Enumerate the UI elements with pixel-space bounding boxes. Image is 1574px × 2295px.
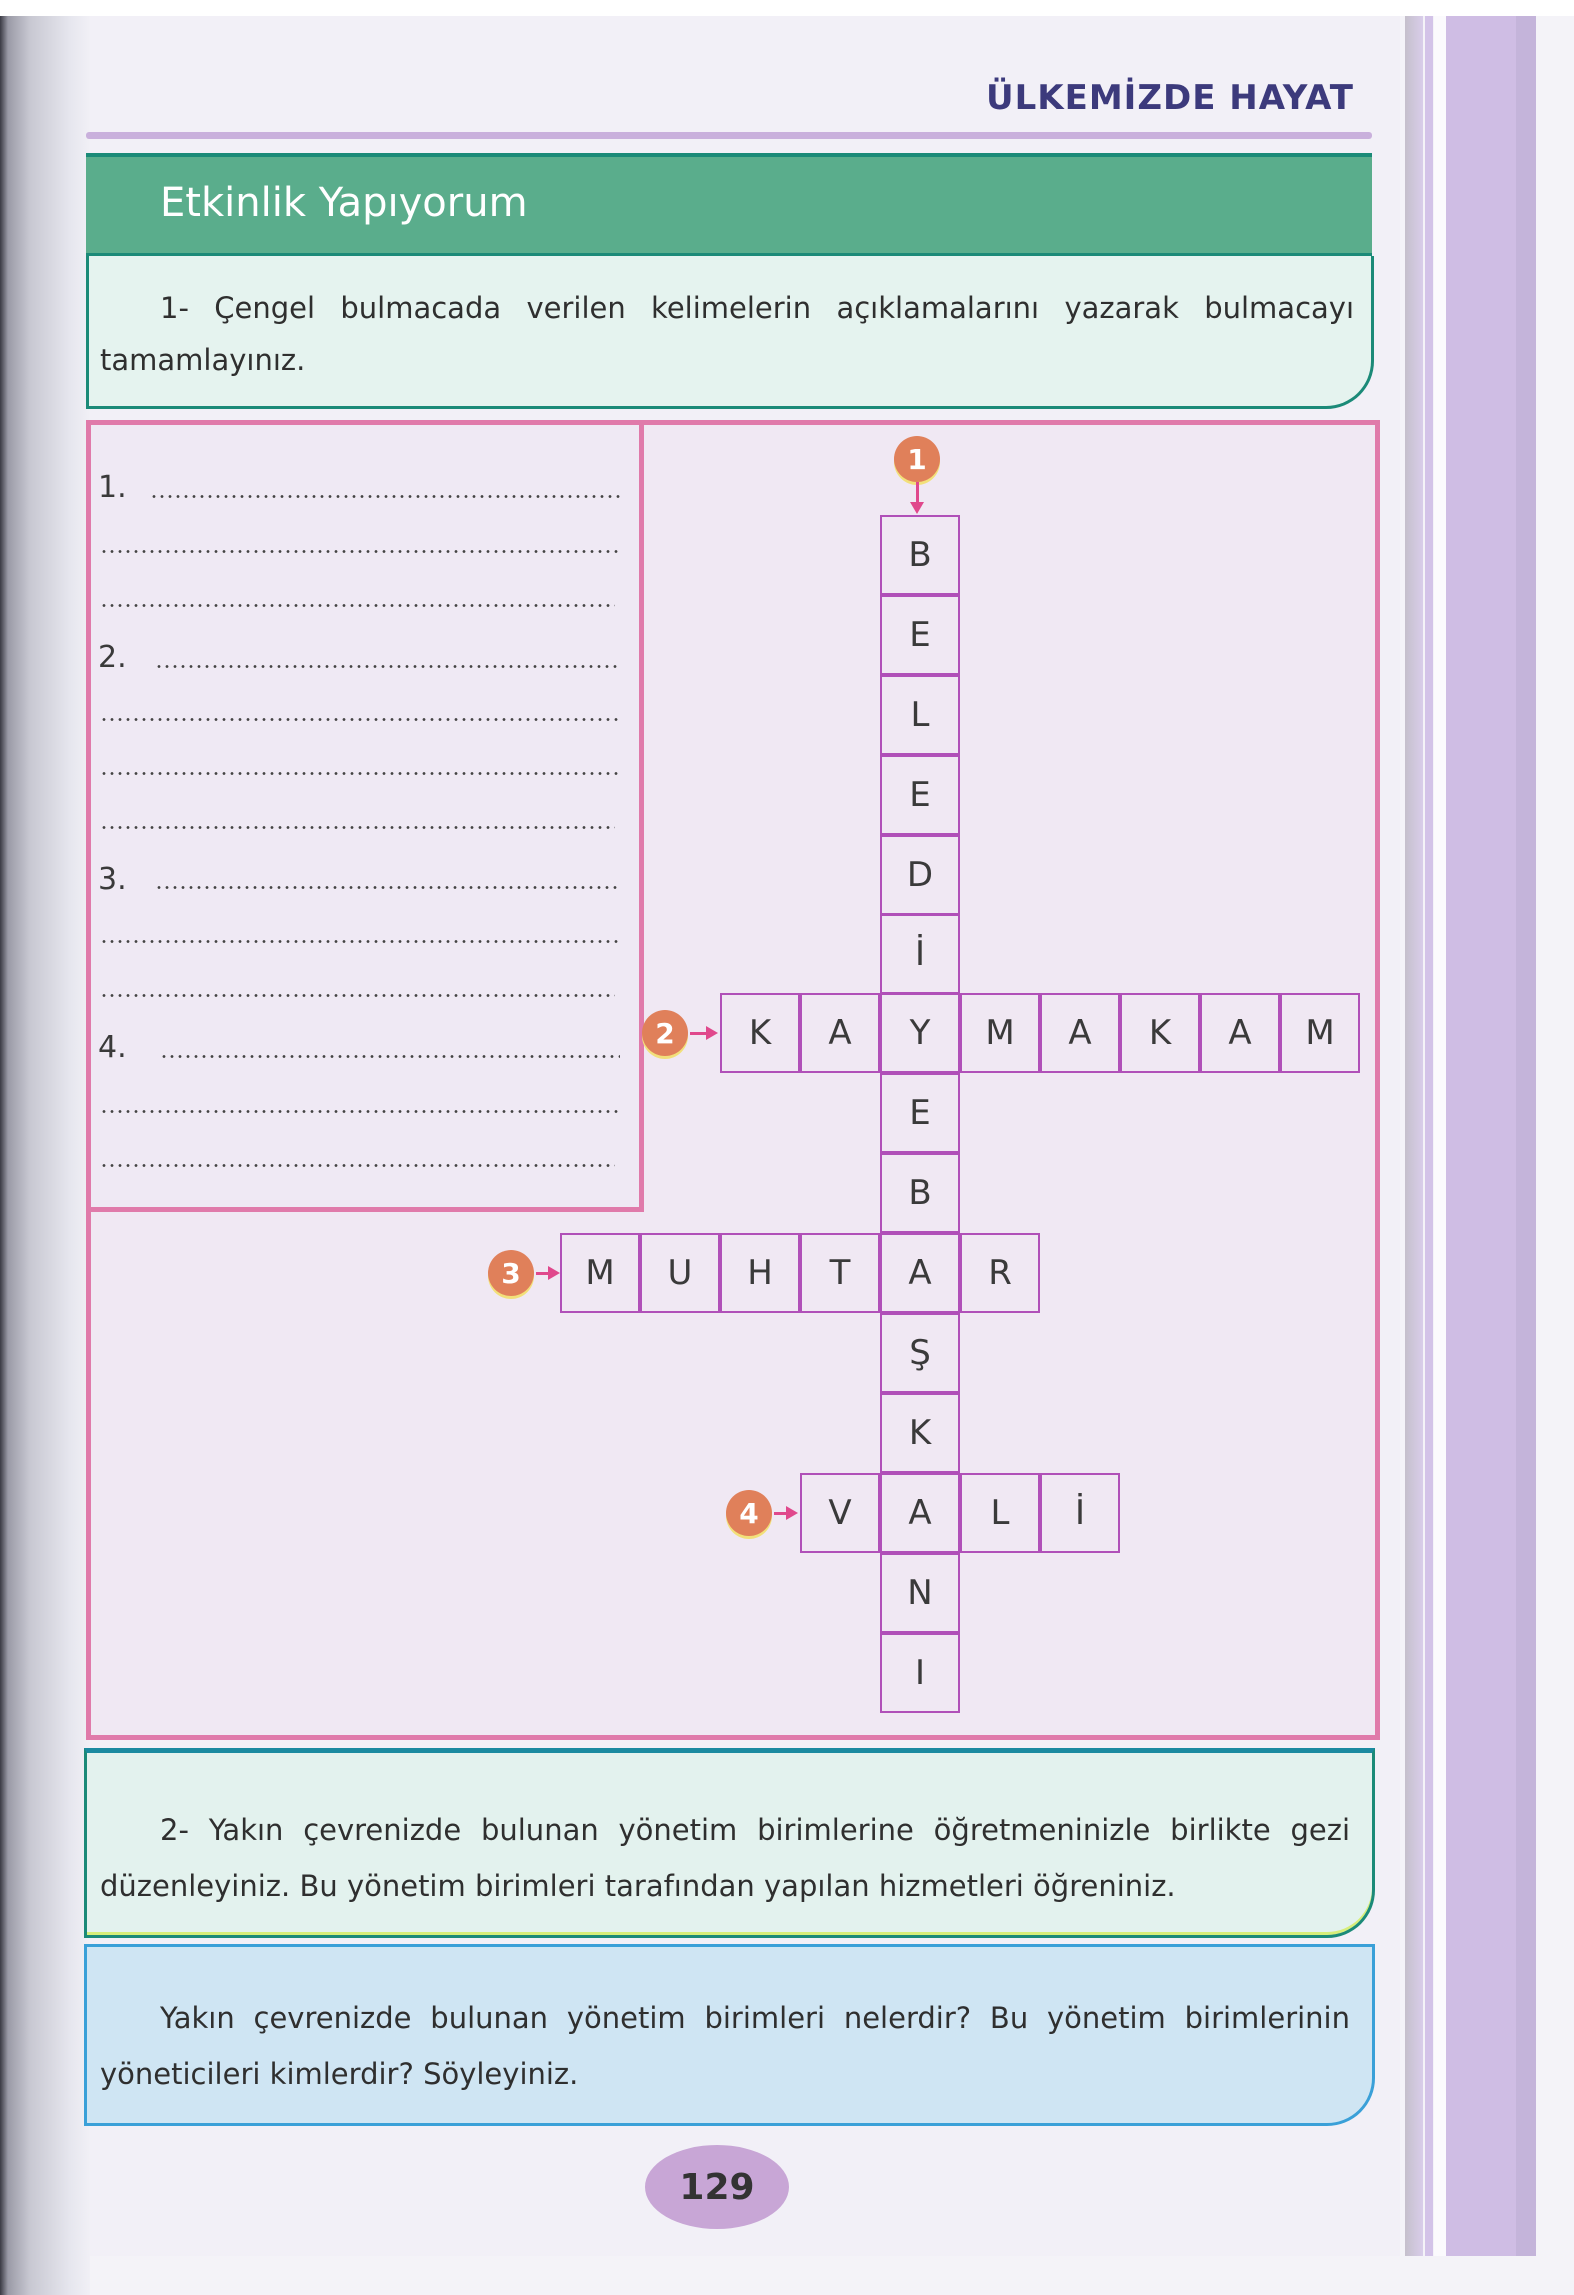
arrow-right-icon <box>536 1272 550 1275</box>
scan-top-margin <box>0 0 1574 16</box>
cell-1-down-8[interactable]: E <box>880 1073 960 1153</box>
clue-badge-2: 2 <box>642 1010 688 1056</box>
answer-line-2c[interactable] <box>100 772 620 775</box>
answer-line-2b[interactable] <box>100 718 620 721</box>
chapter-divider <box>86 132 1372 139</box>
cell-2-across-6[interactable]: K <box>1120 993 1200 1073</box>
cell-1-down-12[interactable]: K <box>880 1393 960 1473</box>
cell-3-across-4[interactable]: T <box>800 1233 880 1313</box>
cell-1-down-4[interactable]: E <box>880 755 960 835</box>
page-number: 129 <box>645 2145 789 2229</box>
cell-2-across-5[interactable]: A <box>1040 993 1120 1073</box>
cell-3-across-2[interactable]: U <box>640 1233 720 1313</box>
clue-badge-1: 1 <box>894 436 940 482</box>
cell-2-across-4[interactable]: M <box>960 993 1040 1073</box>
cell-2-across-1[interactable]: K <box>720 993 800 1073</box>
answer-line-1c[interactable] <box>100 604 615 607</box>
cell-4-across-4[interactable]: İ <box>1040 1473 1120 1553</box>
discussion-label: Yakın çevrenizde bulunan yönetim birimleri nelerdir? Bu yönetim birimlerinin yöneticileri kimlerdir? Söyleyiniz. <box>100 2001 1350 2091</box>
cell-1-down-14[interactable]: N <box>880 1553 960 1633</box>
clue-badge-3: 3 <box>488 1250 534 1296</box>
cell-1-down-5[interactable]: D <box>880 835 960 915</box>
purple-side-band-shade <box>1516 16 1536 2256</box>
cell-2-across-2[interactable]: A <box>800 993 880 1073</box>
answer-line-2a[interactable] <box>155 665 620 668</box>
clue-badge-4: 4 <box>726 1490 772 1536</box>
question-2-label: 2- Yakın çevrenizde bulunan yönetim birimlerine öğretmeninizle birlikte gezi düzenleyiniz. Bu yönetim birimleri tarafından yapılan hizmetleri öğreniniz. <box>100 1813 1350 1903</box>
cell-1-down-9[interactable]: B <box>880 1153 960 1233</box>
arrow-right-icon <box>690 1032 708 1035</box>
cell-3-across-3[interactable]: H <box>720 1233 800 1313</box>
cell-1-down-11[interactable]: Ş <box>880 1313 960 1393</box>
answer-line-4b[interactable] <box>100 1110 620 1113</box>
question-1-label: 1- Çengel bulmacada verilen kelimelerin açıklamalarını yazarak bulmacayı tamamlayınız. <box>100 291 1354 377</box>
cell-1-down-3[interactable]: L <box>880 675 960 755</box>
activity-title: Etkinlik Yapıyorum <box>160 180 528 226</box>
clue-number-4: 4. <box>98 1030 127 1065</box>
question-1-text <box>100 282 1354 386</box>
cell-1-down-2[interactable]: E <box>880 595 960 675</box>
question-2-text <box>100 1802 1350 1914</box>
cell-4-across-3[interactable]: L <box>960 1473 1040 1553</box>
discussion-text <box>100 1990 1350 2102</box>
cell-2-across-7[interactable]: A <box>1200 993 1280 1073</box>
answer-line-4a[interactable] <box>160 1055 620 1058</box>
page-edge-strip <box>1425 16 1433 2256</box>
cell-4-across-1[interactable]: V <box>800 1473 880 1553</box>
answer-line-3b[interactable] <box>100 940 620 943</box>
cell-2-across-3[interactable]: Y <box>880 993 960 1073</box>
answer-line-1a[interactable] <box>150 495 620 498</box>
cell-3-across-1[interactable]: M <box>560 1233 640 1313</box>
answer-line-2d[interactable] <box>100 826 615 829</box>
cell-3-across-6[interactable]: R <box>960 1233 1040 1313</box>
cell-1-down-1[interactable]: B <box>880 515 960 595</box>
answer-line-3c[interactable] <box>100 994 615 997</box>
page-edge-strip <box>1434 16 1446 2256</box>
answer-line-1b[interactable] <box>100 550 620 553</box>
page-edge-strip <box>1405 16 1423 2256</box>
arrow-down-icon <box>916 482 919 504</box>
book-gutter-shadow <box>0 0 90 2295</box>
cell-2-across-8[interactable]: M <box>1280 993 1360 1073</box>
clue-number-2: 2. <box>98 640 127 675</box>
chapter-title: ÜLKEMİZDE HAYAT <box>985 78 1354 118</box>
clue-answer-box <box>86 420 644 1212</box>
clue-number-1: 1. <box>98 470 127 505</box>
answer-line-3a[interactable] <box>155 886 620 889</box>
answer-line-4c[interactable] <box>100 1164 615 1167</box>
cell-4-across-2[interactable]: A <box>880 1473 960 1553</box>
cell-1-down-15[interactable]: I <box>880 1633 960 1713</box>
cell-1-down-6[interactable]: İ <box>880 914 960 994</box>
arrow-right-icon <box>774 1512 788 1515</box>
cell-3-across-5[interactable]: A <box>880 1233 960 1313</box>
clue-number-3: 3. <box>98 862 127 897</box>
